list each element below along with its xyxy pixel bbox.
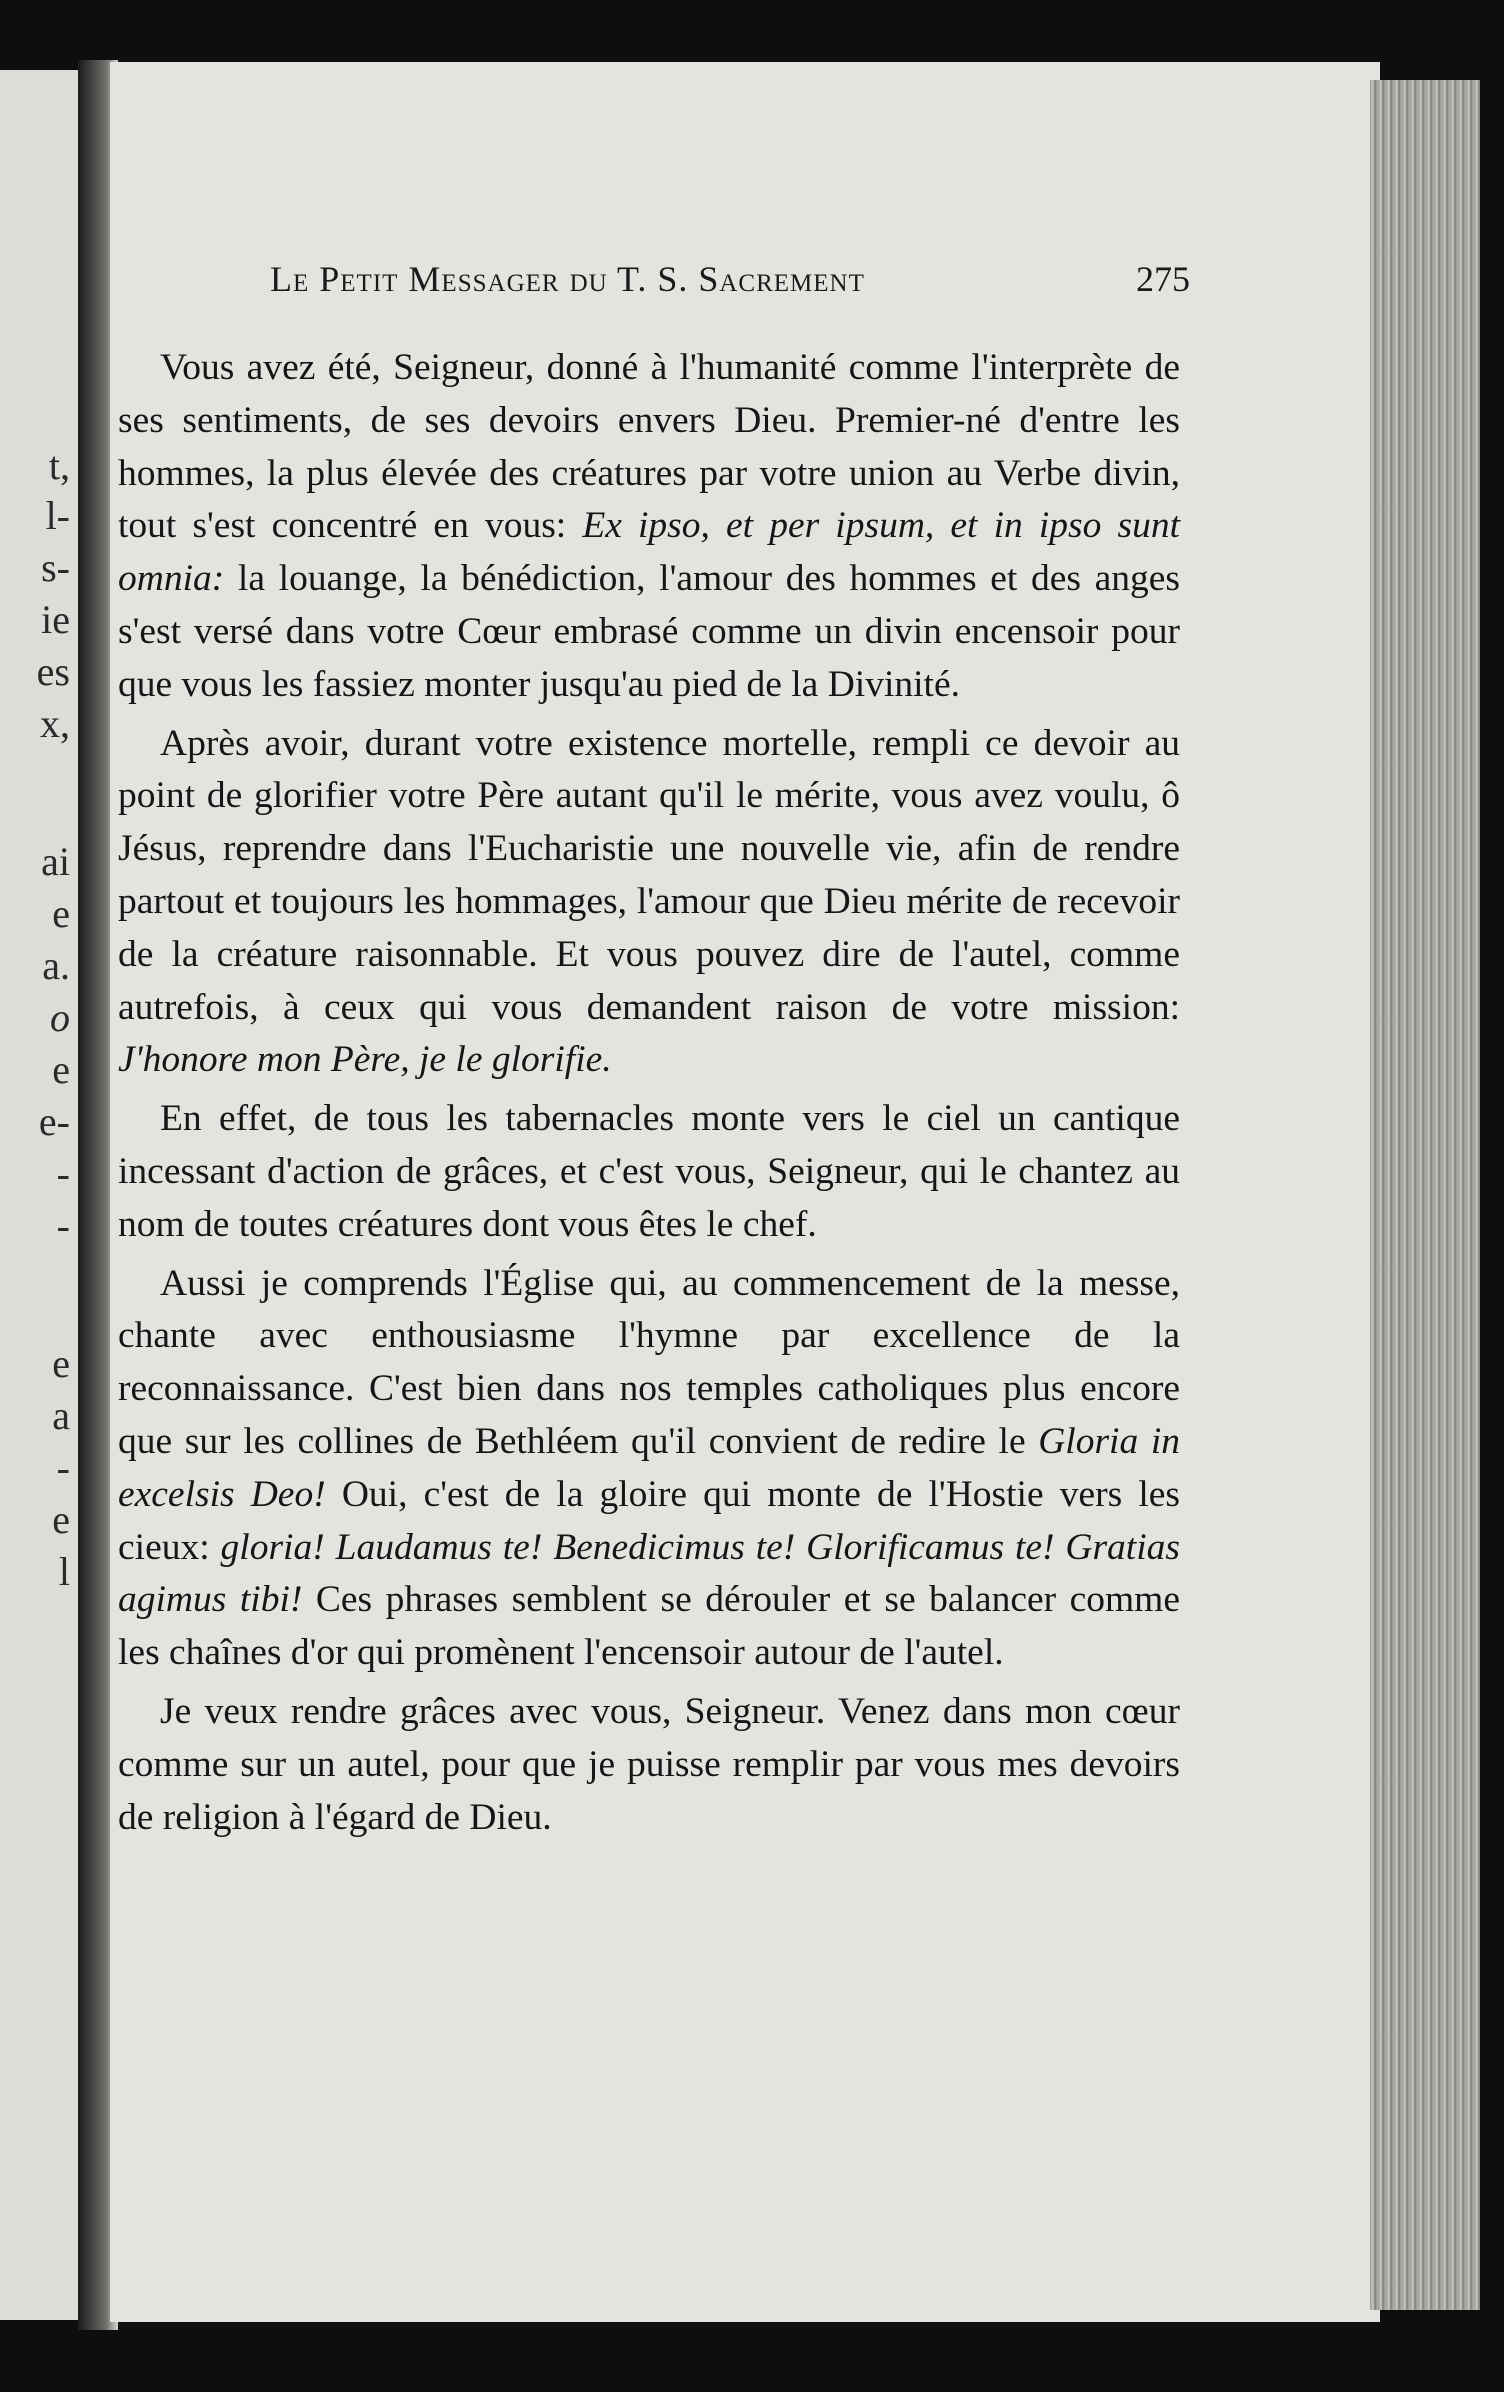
- italic-quote: J'honore mon Père, je le glorifie.: [118, 1039, 612, 1081]
- left-page-fragment: s-: [41, 545, 70, 590]
- left-page-fragment: x,: [40, 701, 70, 746]
- left-page-fragment: l: [58, 1549, 70, 1594]
- paragraph-text: Aussi je comprends l'Église qui, au commencement de la messe, chante avec enthousiasme l'hymne par excellence de la reconnaissance. C'est bien dans nos temples catholiques plus encore que sur les collines de Bethléem qu'il convient de redire le: [118, 1262, 1180, 1462]
- page-header: [270, 258, 1190, 308]
- left-page-edge: [0, 70, 78, 2320]
- paragraph-4: [118, 1258, 1180, 1680]
- left-page-fragment: -: [56, 1445, 70, 1490]
- paragraph-text: Ces phrases semblent se dérouler et se balancer comme les chaînes d'or qui promènent l'encensoir autour de l'autel.: [118, 1579, 1180, 1674]
- running-head: Le Petit Messager du T. S. Sacrement: [270, 259, 865, 299]
- left-page-fragment: e: [52, 1341, 70, 1386]
- paragraph-text: Après avoir, durant votre existence mortelle, rempli ce devoir au point de glorifier votre Père autant qu'il le mérite, vous avez voulu, ô Jésus, reprendre dans l'Eucharistie une nouvelle vie, afin de rendre partout et toujours les hommages, l'amour que Dieu mérite de recevoir de la créature raisonnable. Et vous pouvez dire de l'autel, comme autrefois, à ceux qui vous demandent raison de votre mission:: [118, 722, 1180, 1028]
- body-text: [118, 342, 1180, 1844]
- left-page-fragment: t,: [48, 443, 70, 488]
- left-page-fragment: o: [50, 995, 70, 1040]
- paragraph-text: Je veux rendre grâces avec vous, Seigneur. Venez dans mon cœur comme sur un autel, pour que je puisse remplir par vous mes devoirs de religion à l'égard de Dieu.: [118, 1690, 1180, 1838]
- paragraph-text: Oui, c'est de la gloire qui monte de l'Hostie vers les cieux:: [118, 1473, 1180, 1568]
- left-page-fragment: -: [56, 1203, 70, 1248]
- page-edges: [1370, 80, 1480, 2310]
- left-page-fragment: a.: [42, 943, 70, 988]
- left-page-fragment: ai: [41, 839, 70, 884]
- left-page-fragment: e-: [38, 1099, 70, 1144]
- paragraph-2: [118, 718, 1180, 1088]
- paragraph-text: la louange, la bénédiction, l'amour des hommes et des anges s'est versé dans votre Cœur embrasé comme un divin encensoir pour que vous les fassiez monter jusqu'au pied de la Divinité.: [118, 558, 1180, 705]
- left-page-fragment: l-: [45, 493, 70, 538]
- paragraph-3: [118, 1093, 1180, 1251]
- paragraph-1: [118, 342, 1180, 712]
- latin-quote: Gloria in excelsis Deo!: [118, 1420, 1180, 1515]
- paragraph-text: En effet, de tous les tabernacles monte vers le ciel un cantique incessant d'action de grâces, et c'est vous, Seigneur, qui le chantez au nom de toutes créatures dont vous êtes le chef.: [118, 1098, 1180, 1245]
- left-page-fragment: e: [52, 1497, 70, 1542]
- latin-quote: gloria! Laudamus te! Benedicimus te! Glorificamus te! Gratias agimus tibi!: [118, 1526, 1180, 1621]
- latin-quote: Ex ipso, et per ipsum, et in ipso sunt omnia:: [118, 505, 1181, 600]
- paragraph-5: [118, 1686, 1180, 1844]
- left-page-fragment: a: [52, 1393, 70, 1438]
- left-page-fragment: -: [56, 1151, 70, 1196]
- left-page-fragment: e: [52, 1047, 70, 1092]
- left-page-fragment: ie: [41, 597, 70, 642]
- page-number: 275: [1136, 259, 1190, 299]
- left-page-fragment: e: [52, 891, 70, 936]
- left-page-fragment: es: [36, 649, 70, 694]
- paragraph-text: Vous avez été, Seigneur, donné à l'humanité comme l'interprète de ses sentiments, de ses devoirs envers Dieu. Premier-né d'entre les hommes, la plus élevée des créatures par votre union au Verbe divin, tout s'est concentré en vous:: [118, 347, 1180, 547]
